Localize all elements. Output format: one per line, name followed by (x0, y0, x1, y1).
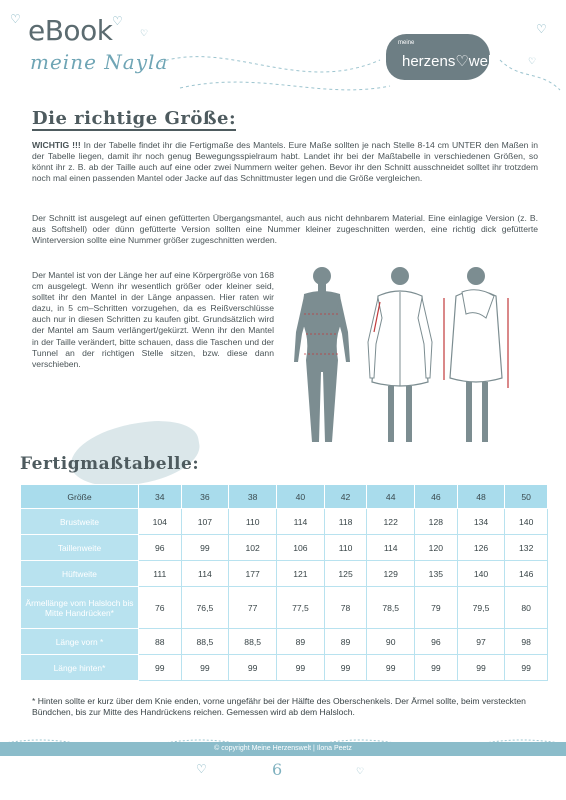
table-cell: 110 (229, 509, 277, 535)
table-header-size: 40 (277, 485, 325, 509)
figure-front (294, 267, 350, 442)
table-cell: 122 (367, 509, 415, 535)
table-cell: 88,5 (229, 629, 277, 655)
table-header-size: 38 (229, 485, 277, 509)
table-cell: 76 (139, 587, 182, 629)
table-cell: 99 (457, 655, 505, 681)
table-cell: 126 (457, 535, 505, 561)
table-cell: 129 (367, 561, 415, 587)
brand-logo (386, 34, 496, 80)
table-row (21, 561, 548, 587)
table-cell: 140 (505, 509, 548, 535)
table-cell: 77,5 (277, 587, 325, 629)
table-cell: 99 (324, 655, 367, 681)
table-cell: 106 (277, 535, 325, 561)
table-header-label: Größe (21, 485, 139, 509)
paragraph-intro (32, 140, 538, 184)
table-header-size: 44 (367, 485, 415, 509)
table-cell: 99 (505, 655, 548, 681)
table-cell: 104 (139, 509, 182, 535)
table-cell: 114 (277, 509, 325, 535)
table-cell: 77 (229, 587, 277, 629)
table-cell: 102 (229, 535, 277, 561)
heart-icon: ♡ (356, 766, 365, 776)
heart-icon: ♡ (140, 28, 149, 38)
heart-icon: ♡ (536, 22, 547, 36)
table-cell: 98 (505, 629, 548, 655)
ebook-title: eBook (28, 14, 113, 47)
row-label: Hüftweite (21, 561, 139, 587)
table-row (21, 509, 548, 535)
table-header-size: 48 (457, 485, 505, 509)
table-cell: 125 (324, 561, 367, 587)
footnote: * Hinten sollte er kurz über dem Knie enden, vorne ungefähr bei der Hälfte des Oberschenkels. Der Ärmel sollte, beim versteckten Bündchen, bis zur Mitte des Handrückens reichen. Gemessen wird ab dem Halsloch. (32, 696, 526, 717)
table-cell: 132 (505, 535, 548, 561)
table-header-size: 34 (139, 485, 182, 509)
paragraph-intro-body: In der Tabelle findet ihr die Fertigmaße des Mantels. Eure Maße sollten je nach Stelle 8-14 cm UNTER den Maßen in der Tabelle liegen, damit ihr noch genug Bewegungsspielraum habt. Landet ihr bei der Maßtabelle in verschiedenen Größen, so könnt ihr z. B. ab der Taille auch auf eine oder zwei Nummern weiter gehen. Bevor ihr den Schnitt ausschneidet solltet ihr trotzdem noch mal einen passenden Mantel oder Jacke auf das Schnittmuster legen und die Größe vergleichen. (32, 140, 538, 184)
table-cell: 90 (367, 629, 415, 655)
row-label: Taillenweite (21, 535, 139, 561)
table-cell: 89 (324, 629, 367, 655)
table-cell: 99 (181, 535, 229, 561)
heart-icon: ♡ (112, 14, 123, 28)
table-cell: 114 (181, 561, 229, 587)
table-cell: 97 (457, 629, 505, 655)
table-header-size: 42 (324, 485, 367, 509)
table-cell: 111 (139, 561, 182, 587)
table-header-size: 36 (181, 485, 229, 509)
table-cell: 99 (415, 655, 458, 681)
table-cell: 88,5 (181, 629, 229, 655)
body-measurement-figures (282, 262, 522, 452)
header (0, 0, 566, 100)
table-cell: 99 (139, 655, 182, 681)
table-cell: 96 (415, 629, 458, 655)
copyright-bar: © copyright Meine Herzenswelt | Ilona Peetz (0, 742, 566, 756)
row-label: Brustweite (21, 509, 139, 535)
table-cell: 78 (324, 587, 367, 629)
table-row (21, 535, 548, 561)
section-title-table: Fertigmaßtabelle: (20, 454, 200, 474)
table-cell: 88 (139, 629, 182, 655)
section-title-size: Die richtige Größe: (32, 108, 237, 129)
size-table (20, 484, 548, 681)
table-cell: 89 (277, 629, 325, 655)
table-cell: 99 (367, 655, 415, 681)
paragraph-length: Der Mantel ist von der Länge her auf eine Körpergröße von 168 cm ausgelegt. Wenn ihr wesentlich größer oder kleiner seid, solltet ihr den Mantel in der Länge anpassen. Hier raten wir dazu, in 5 cm–Schritten vorzugehen, da es Reißverschlüsse auch nur in diesen Schritten zu kaufen gibt. Grundsätzlich wird der Mantel am Saum verlängert/gekürzt. Wenn ihr den Mantel in der Taille verändert, bitte schauen, dass die Taschen und der Tunnel an der richtigen Stelle sitzen, bzw. diese dann verschieben. (32, 270, 274, 369)
heart-icon: ♡ (528, 56, 537, 66)
logo-brand-text: herzens♡welt (402, 53, 496, 70)
warning-text: WICHTIG !!! (32, 140, 81, 150)
table-cell: 135 (415, 561, 458, 587)
table-cell: 107 (181, 509, 229, 535)
table-cell: 79,5 (457, 587, 505, 629)
table-cell: 121 (277, 561, 325, 587)
table-cell: 114 (367, 535, 415, 561)
table-cell: 79 (415, 587, 458, 629)
table-cell: 118 (324, 509, 367, 535)
logo-small-text: meine (398, 40, 415, 46)
table-cell: 96 (139, 535, 182, 561)
table-header-row (21, 485, 548, 509)
table-cell: 146 (505, 561, 548, 587)
table-cell: 80 (505, 587, 548, 629)
table-cell: 177 (229, 561, 277, 587)
row-label: Länge hinten* (21, 655, 139, 681)
figure-coat-front (368, 267, 432, 442)
table-cell: 99 (181, 655, 229, 681)
table-cell: 140 (457, 561, 505, 587)
table-row (21, 629, 548, 655)
figure-coat-back (444, 267, 508, 442)
table-row (21, 587, 548, 629)
ebook-subtitle: meine Nayla (30, 50, 169, 74)
table-cell: 76,5 (181, 587, 229, 629)
table-header-size: 50 (505, 485, 548, 509)
table-cell: 110 (324, 535, 367, 561)
table-cell: 134 (457, 509, 505, 535)
row-label: Länge vorn * (21, 629, 139, 655)
table-row (21, 655, 548, 681)
table-header-size: 46 (415, 485, 458, 509)
table-cell: 128 (415, 509, 458, 535)
paragraph-lining: Der Schnitt ist ausgelegt auf einen gefütterten Übergangsmantel, auch aus nicht dehnbarem Material. Eine einlagige Version (z. B. aus Softshell) oder dünn gefütterte Version sollten eine Nummer kleiner zugeschnitten werden, eine richtig dick gefütterte Winterversion sollte eine Nummer größer zugeschnitten werden. (32, 213, 538, 246)
table-cell: 99 (277, 655, 325, 681)
row-label: Ärmellänge vom Halsloch bis Mitte Handrücken* (21, 587, 139, 629)
table-cell: 120 (415, 535, 458, 561)
heart-icon: ♡ (10, 12, 21, 26)
page-number: 6 (272, 760, 283, 779)
table-cell: 99 (229, 655, 277, 681)
heart-icon: ♡ (196, 762, 207, 776)
table-cell: 78,5 (367, 587, 415, 629)
